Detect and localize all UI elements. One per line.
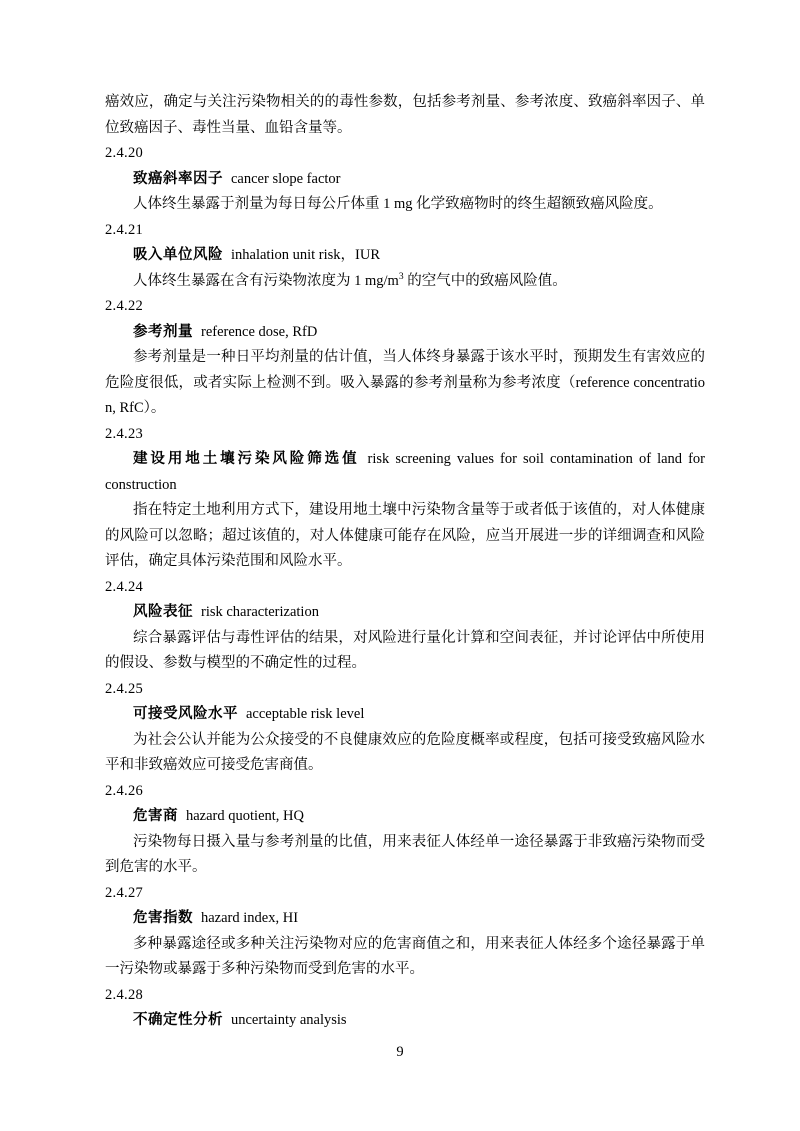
term-entry: [105, 141, 705, 218]
term-definition: 为社会公认并能为公众接受的不良健康效应的危险度概率或程度，包括可接受致癌风险水平和非致癌效应可接受危害商值。: [105, 731, 705, 773]
term-heading: [105, 906, 705, 932]
term-english: acceptable risk level: [246, 706, 365, 722]
term-entry: [105, 881, 705, 983]
term-definition: 指在特定土地利用方式下，建设用地土壤中污染物含量等于或者低于该值的，对人体健康的风险可以忽略；超过该值的，对人体健康可能存在风险，应当开展进一步的详细调查和风险评估，确定具体污染范围和风险水平。: [105, 502, 705, 569]
term-number: 2.4.23: [105, 425, 144, 442]
term-entry: [105, 779, 705, 881]
terms-list: [105, 141, 705, 1034]
term-english: risk characterization: [201, 604, 319, 620]
term-entry: [105, 218, 705, 295]
term-heading: [105, 320, 705, 346]
term-definition: 多种暴露途径或多种关注污染物对应的危害商值之和，用来表征人体经多个途径暴露于单一污染物或暴露于多种污染物而受到危害的水平。: [105, 935, 705, 977]
term-number: 2.4.26: [105, 782, 144, 799]
term-heading: [105, 447, 705, 498]
term-entry: [105, 983, 705, 1034]
term-chinese: 可接受风险水平: [133, 706, 238, 722]
term-chinese: 致癌斜率因子: [133, 170, 223, 187]
term-heading: [105, 167, 705, 193]
term-chinese: 危害指数: [133, 910, 193, 926]
term-chinese: 建设用地土壤污染风险筛选值: [133, 451, 360, 467]
term-english: cancer slope factor: [231, 170, 341, 187]
term-chinese: 参考剂量: [133, 323, 193, 340]
term-definition: 人体终生暴露在含有污染物浓度为 1 $mg/m^3$ 的空气中的致癌风险值。: [133, 271, 567, 289]
page-number: 9: [396, 1044, 404, 1060]
term-definition: 综合暴露评估与毒性评估的结果，对风险进行量化计算和空间表征，并讨论评估中所使用的假设、参数与模型的不确定性的过程。: [105, 629, 705, 671]
term-number: 2.4.20: [105, 145, 144, 161]
term-english: reference dose, RfD: [201, 323, 318, 340]
term-english: risk screening values for soil contamination of land for construction: [105, 451, 706, 493]
term-english: hazard index, HI: [201, 910, 299, 926]
term-heading: [105, 243, 705, 269]
term-entry: [105, 294, 705, 422]
term-number: 2.4.28: [105, 986, 144, 1003]
intro-paragraph: 癌效应，确定与关注污染物相关的的毒性参数，包括参考剂量、参考浓度、致癌斜率因子、单位致癌因子、毒性当量、血铅含量等。: [105, 94, 705, 136]
term-chinese: 吸入单位风险: [133, 247, 223, 263]
term-number: 2.4.22: [105, 298, 144, 314]
term-chinese: 不确定性分析: [133, 1012, 223, 1028]
term-number: 2.4.21: [105, 221, 144, 238]
term-chinese: 危害商: [133, 808, 178, 824]
term-number: 2.4.25: [105, 680, 144, 697]
term-entry: [105, 422, 705, 575]
term-heading: [105, 804, 705, 830]
terminology-section: [105, 90, 705, 1034]
term-english: uncertainty analysis: [231, 1012, 347, 1028]
term-entry: [105, 575, 705, 677]
term-english: inhalation unit risk，IUR: [231, 247, 381, 263]
term-definition: 污染物每日摄入量与参考剂量的比值，用来表征人体经单一途径暴露于非致癌污染物而受到危害的水平。: [105, 833, 705, 875]
term-definition: 参考剂量是一种日平均剂量的估计值，当人体终身暴露于该水平时，预期发生有害效应的危险度很低，或者实际上检测不到。吸入暴露的参考剂量称为参考浓度（reference concentration, RfC）。: [105, 349, 705, 416]
term-heading: [105, 1008, 705, 1034]
page-footer: [0, 1044, 800, 1061]
term-heading: [105, 600, 705, 626]
term-english: hazard quotient, HQ: [186, 808, 304, 824]
term-definition: 人体终生暴露于剂量为每日每公斤体重 1 mg 化学致癌物时的终生超额致癌风险度。: [133, 196, 663, 212]
term-number: 2.4.24: [105, 578, 144, 595]
term-entry: [105, 677, 705, 779]
term-heading: [105, 702, 705, 728]
term-number: 2.4.27: [105, 884, 144, 901]
term-chinese: 风险表征: [133, 604, 193, 620]
